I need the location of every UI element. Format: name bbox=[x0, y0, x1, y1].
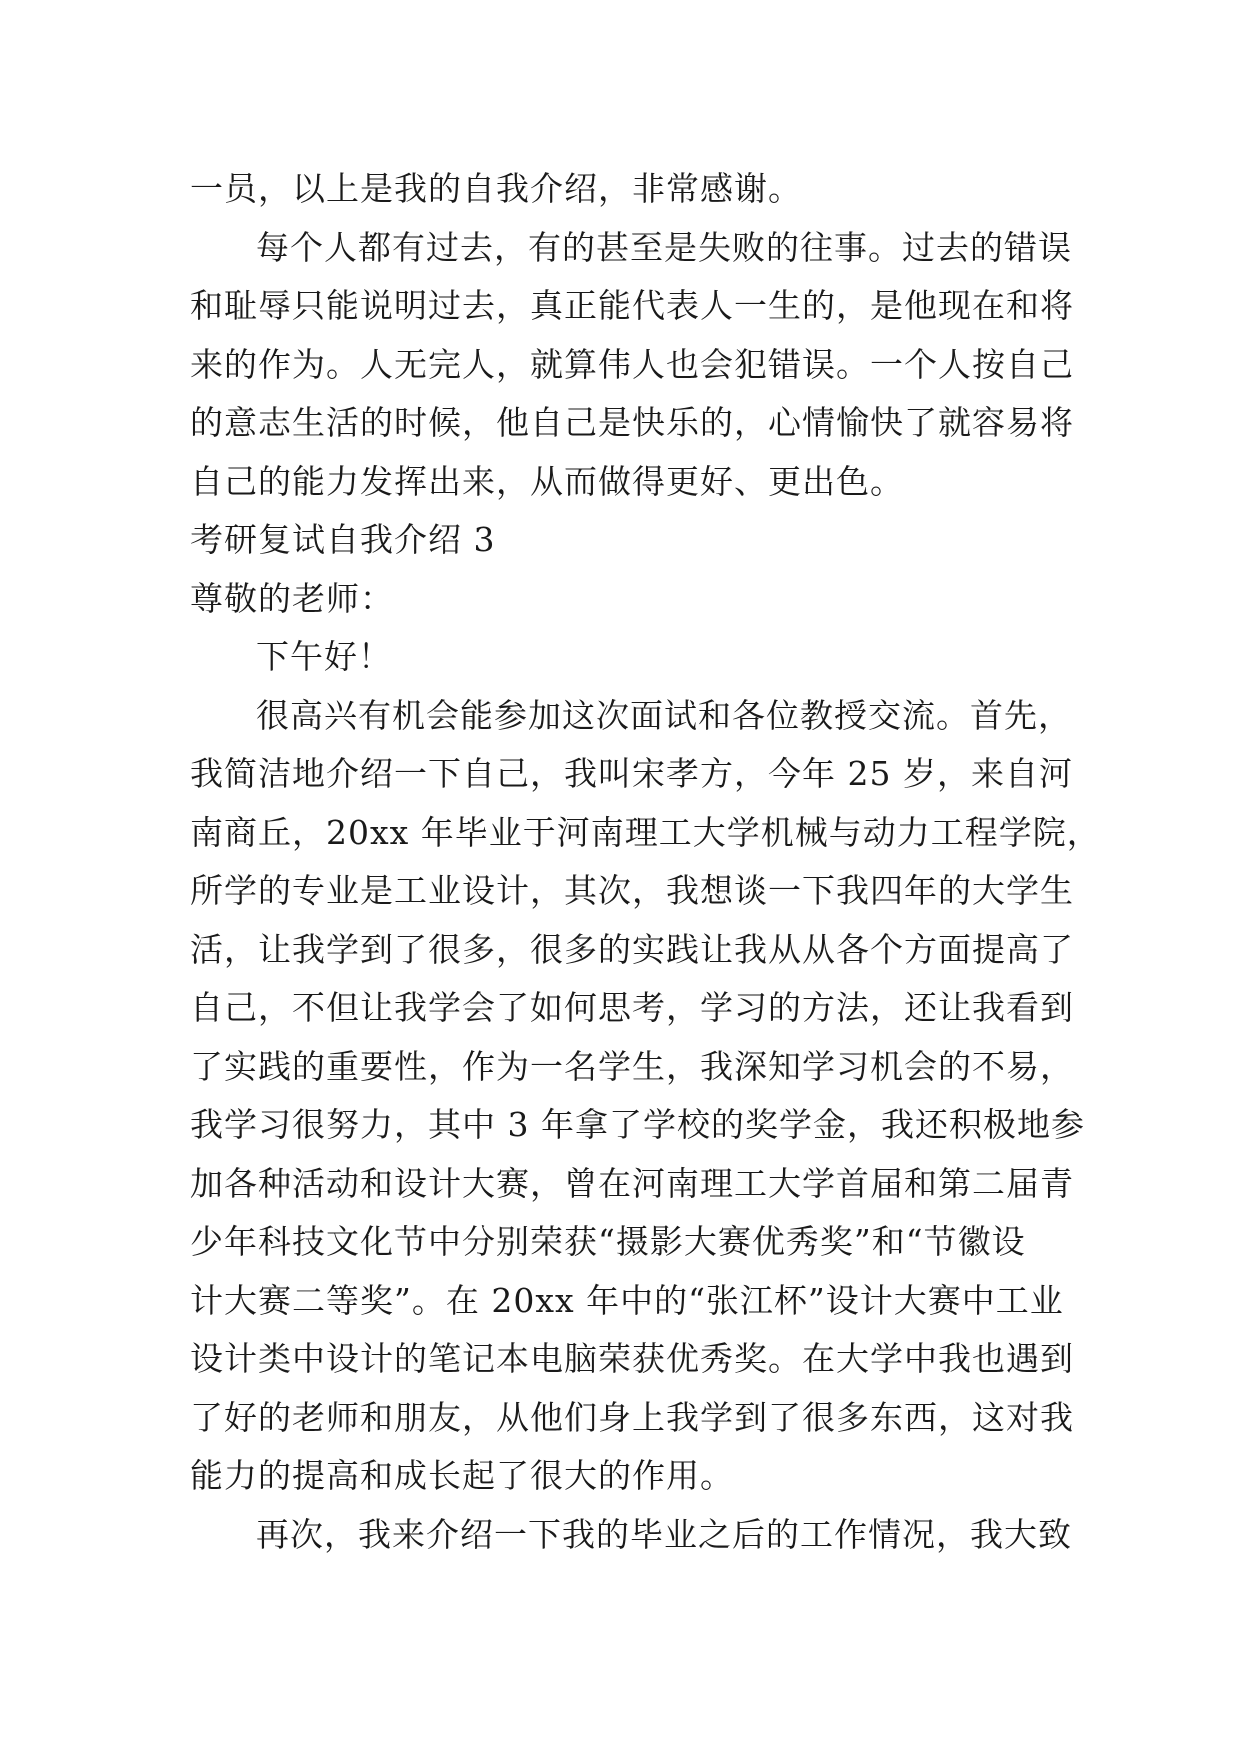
text-line: 能力的提高和成长起了很大的作用。 bbox=[190, 1456, 734, 1495]
text-line: 的意志生活的时候，他自己是快乐的，心情愉快了就容易将 bbox=[190, 403, 1074, 442]
text-line: 我简洁地介绍一下自己，我叫宋孝方，今年 25 岁，来自河 bbox=[190, 754, 1073, 793]
text-line: 来的作为。人无完人，就算伟人也会犯错误。一个人按自己 bbox=[190, 344, 1074, 384]
text-line: 了好的老师和朋友，从他们身上我学到了很多东西，这对我 bbox=[190, 1397, 1074, 1437]
paragraph-start-line: 每个人都有过去，有的甚至是失败的往事。过去的错误 bbox=[256, 227, 1072, 267]
paragraph-start-line: 再次，我来介绍一下我的毕业之后的工作情况，我大致 bbox=[256, 1514, 1072, 1554]
text-line: 加各种活动和设计大赛，曾在河南理工大学首届和第二届青 bbox=[190, 1163, 1074, 1203]
text-line: 南商丘，20xx 年毕业于河南理工大学机械与动力工程学院， bbox=[190, 812, 1101, 852]
text-line: 计大赛二等奖”。在 20xx 年中的“张江杯”设计大赛中工业 bbox=[190, 1280, 1064, 1320]
text-line: 我学习很努力，其中 3 年拿了学校的奖学金，我还积极地参 bbox=[190, 1105, 1085, 1144]
section-heading: 考研复试自我介绍 3 bbox=[190, 520, 496, 559]
salutation: 尊敬的老师： bbox=[190, 578, 394, 618]
document-body bbox=[190, 160, 1101, 1564]
greeting: 下午好！ bbox=[256, 637, 392, 676]
text-line: 一员，以上是我的自我介绍，非常感谢。 bbox=[190, 169, 802, 208]
paragraph-start-line: 很高兴有机会能参加这次面试和各位教授交流。首先， bbox=[256, 695, 1072, 735]
text-line: 设计类中设计的笔记本电脑荣获优秀奖。在大学中我也遇到 bbox=[190, 1339, 1074, 1378]
text-line: 自己，不但让我学会了如何思考，学习的方法，还让我看到 bbox=[190, 988, 1074, 1027]
text-line: 所学的专业是工业设计，其次，我想谈一下我四年的大学生 bbox=[190, 871, 1074, 910]
text-line: 少年科技文化节中分别荣获“摄影大赛优秀奖”和“节徽设 bbox=[190, 1222, 1026, 1261]
text-line: 活，让我学到了很多，很多的实践让我从从各个方面提高了 bbox=[190, 929, 1074, 969]
text-line: 自己的能力发挥出来，从而做得更好、更出色。 bbox=[190, 461, 904, 501]
text-line: 了实践的重要性，作为一名学生，我深知学习机会的不易， bbox=[190, 1046, 1074, 1086]
text-line: 和耻辱只能说明过去，真正能代表人一生的，是他现在和将 bbox=[190, 286, 1074, 325]
